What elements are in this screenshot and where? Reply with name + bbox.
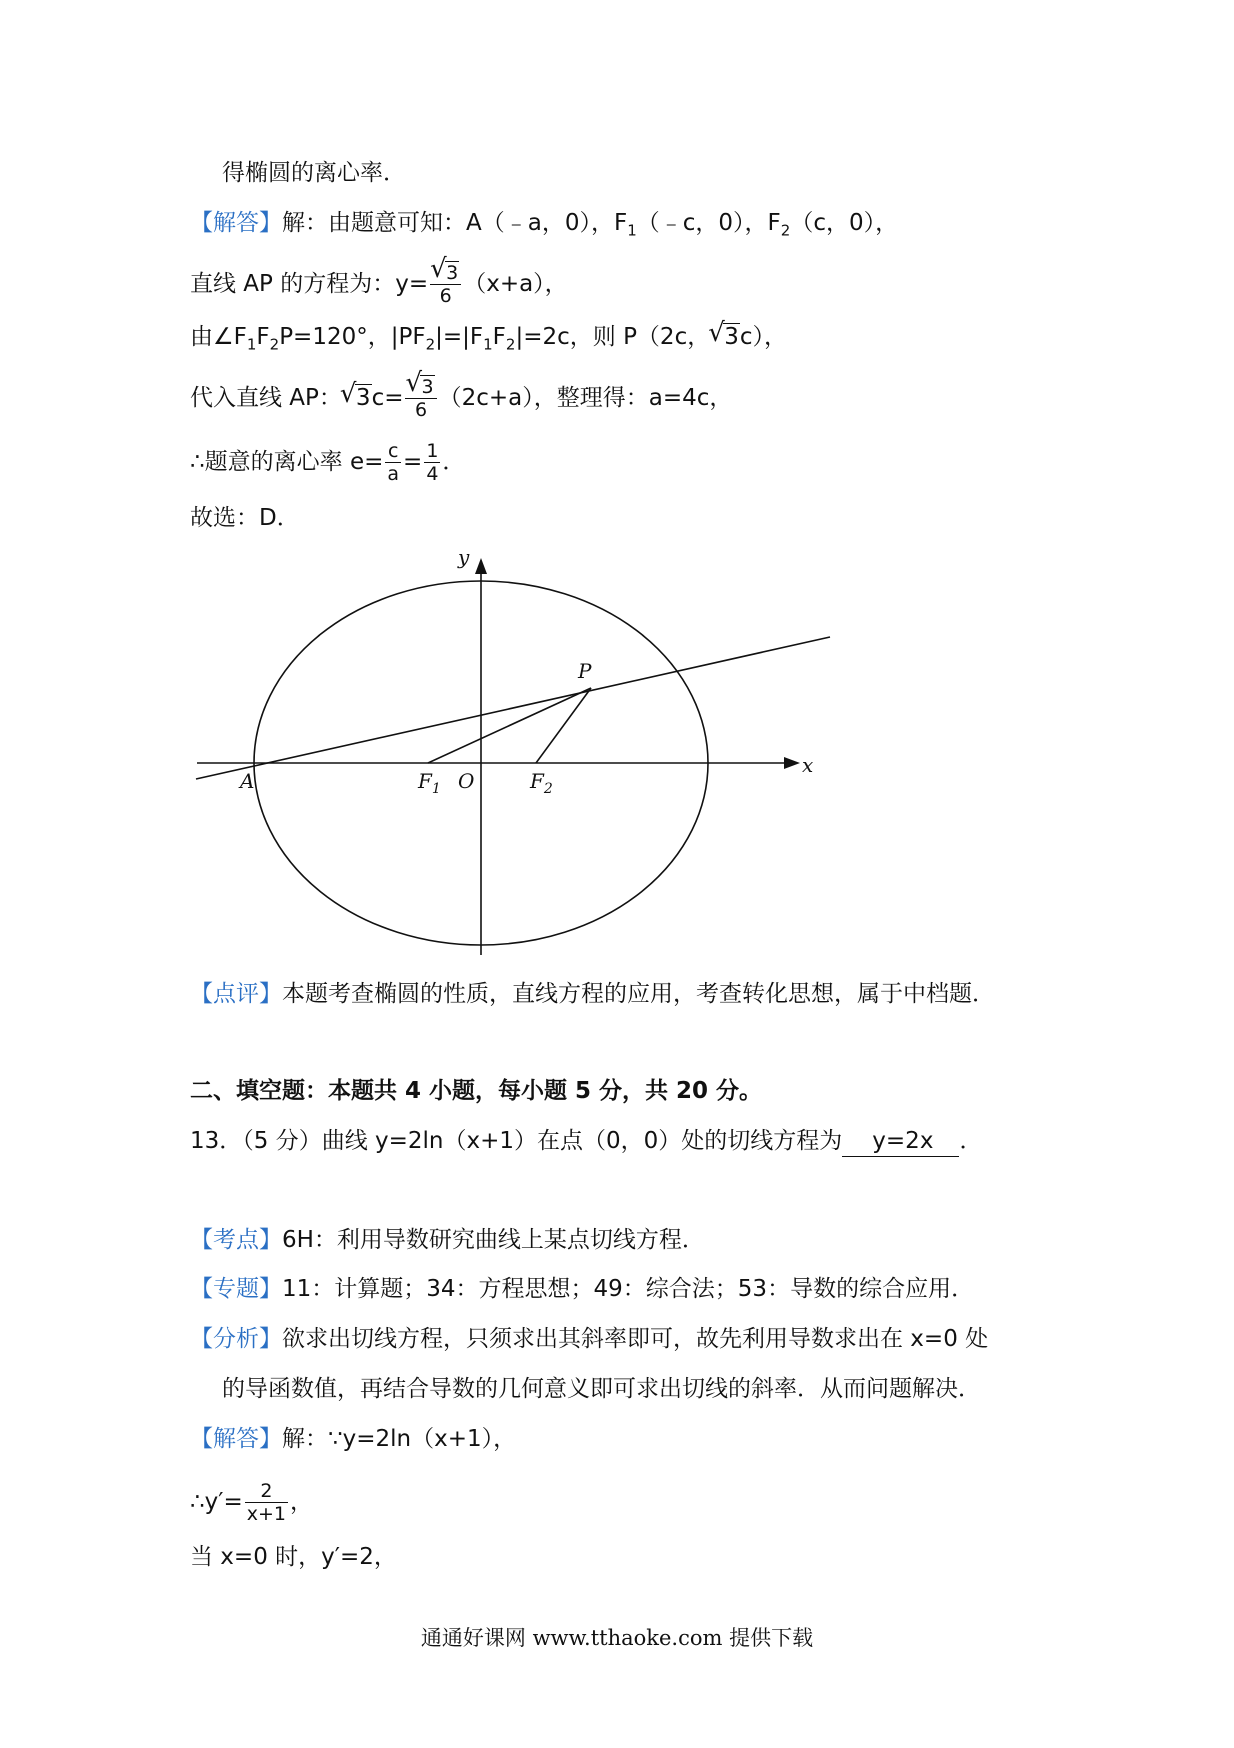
answer-line: 故选：D．	[190, 505, 300, 531]
answer-blank: y=2x	[842, 1126, 959, 1157]
analysis-tag: 【分析】	[190, 1326, 282, 1352]
comment-line: 【点评】本题考查椭圆的性质，直线方程的应用，考查转化思想，属于中档题．	[190, 981, 995, 1007]
analysis-line-2: 的导函数值，再结合导数的几何意义即可求出切线的斜率．从而问题解决．	[222, 1376, 981, 1402]
point-f2-label: $F_2$	[530, 769, 553, 797]
topic-line: 【专题】11：计算题；34：方程思想；49：综合法；53：导数的综合应用．	[190, 1276, 975, 1302]
fraction: $\frac{2}{x+1}$	[246, 1480, 287, 1525]
solution-line-4: 代入直线 AP：√ 3c= √ $\frac{3}{6}$ （2c+a），整理得：a=4c，	[190, 376, 732, 421]
solution-13-line-2: ∴y′= $\frac{2}{x+1}$ ，	[190, 1480, 314, 1525]
knowledge-tag: 【考点】	[190, 1227, 282, 1253]
ellipse-figure	[190, 552, 840, 972]
y-axis-arrow	[475, 558, 487, 574]
section-heading: 二、填空题：本题共 4 小题，每小题 5 分，共 20 分。	[190, 1078, 763, 1104]
question-13: 13．（5 分）曲线 y=2ln（x+1）在点（0，0）处的切线方程为 y=2x ．	[190, 1126, 982, 1157]
fraction: $\frac{c}{a}$	[387, 440, 400, 485]
point-p-label: P	[578, 659, 592, 683]
fraction: $\frac{1}{4}$	[426, 440, 439, 485]
solution-tag: 【解答】	[190, 210, 282, 236]
point-a-label: A	[240, 769, 255, 793]
solution-13-line-3: 当 x=0 时，y′=2，	[190, 1544, 397, 1570]
solution-line-1: 【解答】解：由题意可知：A（﹣a，0），$F_1(﹣c$，0），$F_2(c$，0），	[190, 210, 899, 240]
x-axis-label: x	[802, 753, 814, 777]
topic-tag: 【专题】	[190, 1276, 282, 1302]
solution-line-3: 由$\angle F_1F_2P=120^\circ$，$|PF_2|=|F_1F_2|=2c$，则 P（2c，√ 3c），	[190, 322, 787, 360]
solution-13-line-1: 【解答】解：∵y=2ln（x+1），	[190, 1426, 517, 1452]
origin-label: O	[458, 769, 475, 793]
fraction: √ $\frac{3}{6}$	[405, 376, 436, 421]
point-f1-label: $F_1$	[418, 769, 441, 797]
sqrt: √ 3	[710, 322, 740, 352]
fraction: √ $\frac{3}{6}$	[430, 262, 461, 307]
solution-line-5: ∴题意的离心率 e= $\frac{c}{a}$ = $\frac{1}{4}$ ．	[190, 440, 466, 485]
analysis-line-1: 【分析】欲求出切线方程，只须求出其斜率即可，故先利用导数求出在 x=0 处	[190, 1326, 989, 1352]
solution-tag: 【解答】	[190, 1426, 282, 1452]
footer-text: 通通好课网 www.tthaoke.com 提供下载	[420, 1626, 814, 1650]
y-axis-label: y	[458, 552, 470, 569]
text-line-1: 得椭圆的离心率．	[222, 160, 406, 186]
line-ap	[196, 637, 830, 779]
x-axis-arrow	[784, 757, 800, 769]
solution-line-2: 直线 AP 的方程为：y= √ $\frac{3}{6}$ （x+a），	[190, 262, 568, 307]
segment-pf1	[428, 688, 591, 763]
segment-pf2	[536, 688, 591, 763]
comment-tag: 【点评】	[190, 981, 282, 1007]
sqrt: √ 3	[342, 383, 372, 413]
knowledge-point-line: 【考点】6H：利用导数研究曲线上某点切线方程．	[190, 1227, 705, 1253]
